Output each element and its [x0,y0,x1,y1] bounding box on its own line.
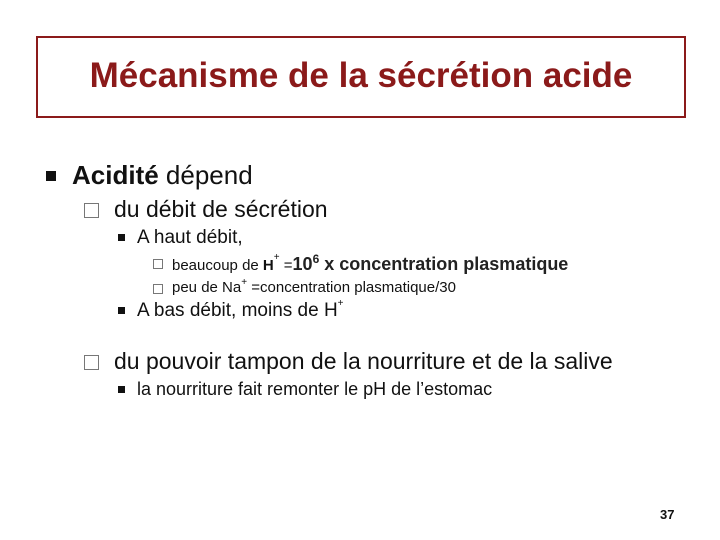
bullet-text: la nourriture fait remonter le pH de l’estomac [137,379,493,399]
page-number: 37 [660,507,675,522]
open-square-bullet-icon [84,355,99,370]
open-square-bullet-icon [84,203,99,218]
bullet-text: A haut débit, [137,227,243,248]
slide-title: Mécanisme de la sécrétion acide [89,56,633,95]
square-bullet-icon [46,171,56,181]
bullet-text: A bas débit, moins de H+ [137,298,344,321]
bullet-text: du pouvoir tampon de la nourriture et de la salive [114,348,613,374]
bullet-text: du débit de sécrétion [114,196,328,222]
bullet-text: beaucoup de $H^+ =10^6$ x concentration plasmatique [172,252,569,274]
bullet-text: peu de Na+ =concentration plasmatique/30 [172,277,456,296]
open-square-bullet-icon [153,284,163,294]
depends-word: dépend [158,160,253,190]
square-bullet-icon [118,386,125,393]
emphasis-text: $10^6$ x concentration plasmatique [292,252,569,274]
open-square-bullet-icon [153,259,163,269]
square-bullet-icon [118,234,125,241]
acidity-word: Acidité [72,160,159,190]
bullet-text [72,160,253,191]
square-bullet-icon [118,307,125,314]
title-box [36,36,686,118]
